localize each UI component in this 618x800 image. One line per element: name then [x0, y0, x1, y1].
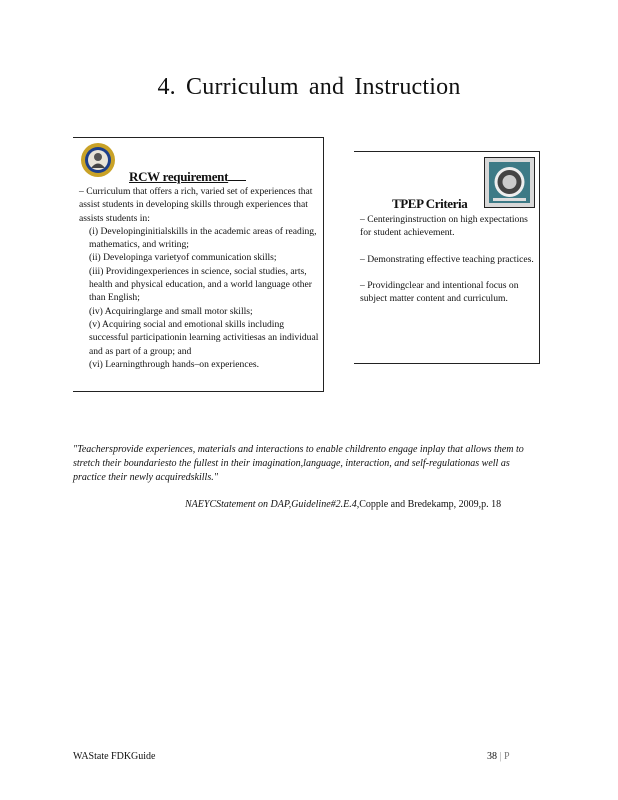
tpep-item: – Centeringinstruction on high expectations for student achievement.	[360, 214, 528, 239]
footer-page-number	[487, 751, 510, 762]
quote-citation	[185, 499, 545, 510]
page-separator: |	[499, 751, 502, 762]
tpep-item: – Providingclear and intentional focus on subject matter content and curriculum.	[360, 279, 519, 305]
page-number: 38	[487, 751, 497, 762]
citation-source: NAEYCStatement on DAP,Guideline#2.E.4,	[185, 499, 360, 510]
rcw-body	[79, 185, 319, 371]
rcw-list-item: (i) Developinginitialskills in the academic areas of reading, mathematics, and writing;	[89, 225, 317, 251]
tpep-item: – Demonstrating effective teaching practices.	[360, 253, 534, 265]
tpep-heading: TPEP Criteria	[392, 196, 468, 211]
footer-guide-title: WAState FDKGuide	[73, 751, 156, 762]
page-title: 4. Curriculum and Instruction	[157, 74, 461, 100]
rcw-intro: – Curriculum that offers a rich, varied set of experiences that assist students in developing skills through experiences that assists students in:	[79, 186, 313, 224]
tpep-badge-icon	[484, 157, 535, 208]
rcw-list-item: (iv) Acquiringlarge and small motor skills;	[89, 305, 253, 317]
rcw-list-item: (vi) Learningthrough hands–on experiences.	[89, 358, 259, 370]
citation-authors: Copple and Bredekamp, 2009,p. 18	[359, 499, 502, 510]
rcw-heading: RCW requirement	[129, 169, 246, 185]
rcw-list	[79, 225, 319, 371]
naeyc-quote: "Teachersprovide experiences, materials and interactions to enable childrento engage inplay that allows them to stretch their boundariesto the fullest in their imagination,language, interaction, and self-regulationas well as practice their newly acquiredskills."	[73, 444, 524, 483]
rcw-list-item: (v) Acquiring social and emotional skills including successful participationin learning activitiesas an individual and as part of a group; and	[89, 318, 319, 357]
rcw-list-item: (iii) Providingexperiences in science, social studies, arts, health and physical education, and a world language other than English;	[89, 265, 312, 304]
rcw-list-item: (ii) Developinga varietyof communication skills;	[89, 252, 277, 264]
rcw-requirement-box	[73, 137, 324, 392]
tpep-body	[360, 213, 536, 318]
tpep-criteria-box	[354, 151, 540, 364]
page-label: P	[504, 751, 510, 762]
washington-state-seal-icon	[80, 142, 116, 178]
